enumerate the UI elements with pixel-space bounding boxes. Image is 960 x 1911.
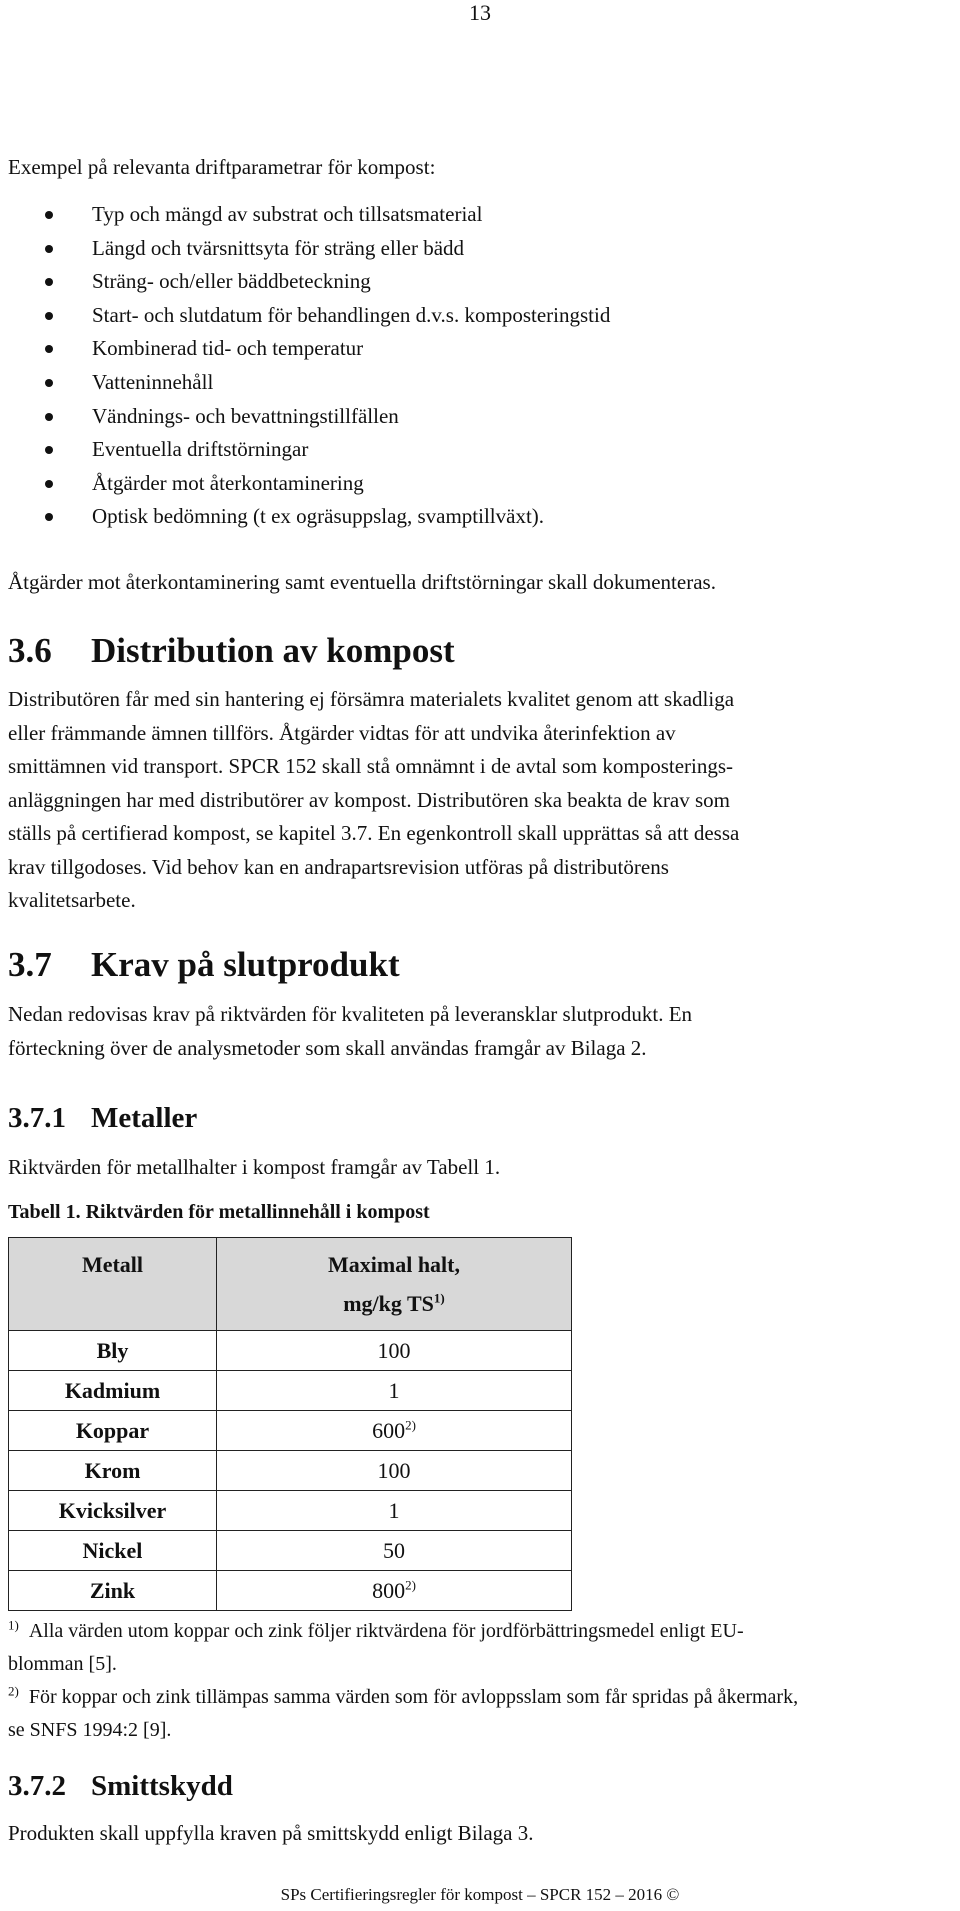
bullet-icon <box>45 278 53 286</box>
bullet-icon <box>45 211 53 219</box>
paragraph-line: smittämnen vid transport. SPCR 152 skall stå omnämnt i de avtal som komposterings- <box>8 754 734 778</box>
column-header-max: Maximal halt, mg/kg TS$^{1)}$ <box>217 1238 572 1331</box>
list-item: Vändnings- och bevattningstillfällen <box>0 400 610 434</box>
bullet-icon <box>45 513 53 521</box>
metal-value: 1 <box>217 1491 572 1531</box>
section-heading-3-7-1 <box>8 1100 197 1136</box>
table-row <box>9 1411 572 1451</box>
metal-name: Bly <box>9 1331 217 1371</box>
table-row <box>9 1531 572 1571</box>
section-title: Krav på slutprodukt <box>91 945 400 984</box>
bullet-icon <box>45 345 53 353</box>
metal-name: Zink <box>9 1571 217 1611</box>
table-row <box>9 1371 572 1411</box>
distribution-paragraph <box>8 683 948 918</box>
bullet-icon <box>45 312 53 320</box>
section-number: 3.7.1 <box>8 1102 66 1134</box>
paragraph-line: eller främmande ämnen tillförs. Åtgärder vidtas för att undvika återinfektion av <box>8 720 676 745</box>
table-header-row <box>9 1238 572 1331</box>
table-row <box>9 1331 572 1371</box>
section-number: 3.7 <box>8 945 52 984</box>
section-title: Distribution av kompost <box>91 631 455 670</box>
table-row <box>9 1451 572 1491</box>
metal-name: Kvicksilver <box>9 1491 217 1531</box>
list-item: Vatteninnehåll <box>0 366 610 400</box>
metal-value: 600$^{2)}$ <box>217 1411 572 1451</box>
list-item: Eventuella driftstörningar <box>0 433 610 467</box>
section-number: 3.7.2 <box>8 1770 66 1802</box>
section-heading-3-6 <box>8 630 455 672</box>
section-title: Metaller <box>91 1102 198 1134</box>
list-item: Sträng- och/eller bäddbeteckning <box>0 265 610 299</box>
footnote-mark: 1) <box>8 1617 19 1633</box>
section-title: Smittskydd <box>91 1770 233 1802</box>
list-item: Optisk bedömning (t ex ogräsuppslag, svamptillväxt). <box>0 500 610 534</box>
bullet-icon <box>45 413 53 421</box>
bullet-icon <box>45 480 53 488</box>
bullet-icon <box>45 379 53 387</box>
metal-value: 1 <box>217 1371 572 1411</box>
paragraph-line: kvalitetsarbete. <box>8 888 136 912</box>
paragraph-line: ställs på certifierad kompost, se kapitel 3.7. En egenkontroll skall upprättas så att dessa <box>8 821 740 845</box>
metal-name: Kadmium <box>9 1371 217 1411</box>
list-item: Start- och slutdatum för behandlingen d.v.s. komposteringstid <box>0 299 610 333</box>
list-item: Längd och tvärsnittsyta för sträng eller bädd <box>0 232 610 266</box>
metal-name: Koppar <box>9 1411 217 1451</box>
paragraph-line: anläggningen har med distributörer av kompost. Distributören ska beakta de krav som <box>8 787 730 812</box>
metal-value: 100 <box>217 1451 572 1491</box>
paragraph-line: Distributören får med sin hantering ej försämra materialets kvalitet genom att skadliga <box>8 687 735 711</box>
paragraph-line: krav tillgodoses. Vid behov kan en andrapartsrevision utföras på distributörens <box>8 854 669 879</box>
column-header-metal: Metall <box>9 1238 217 1331</box>
section-heading-3-7-2 <box>8 1768 233 1804</box>
page-footer: SPs Certifieringsregler för kompost – SPCR 152 – 2016 © <box>280 1885 680 1904</box>
metal-value: 800$^{2)}$ <box>217 1571 572 1611</box>
paragraph-line: förteckning över de analysmetoder som skall användas framgår av Bilaga 2. <box>8 1035 647 1060</box>
metal-name: Krom <box>9 1451 217 1491</box>
list-item: Åtgärder mot återkontaminering <box>0 467 610 501</box>
smittskydd-paragraph: Produkten skall uppfylla kraven på smittskydd enligt Bilaga 3. <box>8 1821 534 1845</box>
list-item: Kombinerad tid- och temperatur <box>0 332 610 366</box>
documentation-note: Åtgärder mot återkontaminering samt eventuella driftstörningar skall dokumenteras. <box>8 570 716 594</box>
section-number: 3.6 <box>8 631 52 670</box>
table-row <box>9 1571 572 1611</box>
footnote-1: $^{1)}$ Alla värden utom koppar och zink följer riktvärdena för jordförbättringsmedel enligt EU- blomman [5]. <box>8 1617 744 1675</box>
metal-limits-table <box>8 1237 572 1611</box>
list-item: Typ och mängd av substrat och tillsatsmaterial <box>0 198 610 232</box>
bullet-icon <box>45 446 53 454</box>
table-row <box>9 1491 572 1531</box>
metaller-paragraph: Riktvärden för metallhalter i kompost framgår av Tabell 1. <box>8 1155 501 1179</box>
slutprodukt-paragraph <box>8 998 948 1065</box>
page-number: 13 <box>469 0 491 25</box>
metal-value: 100 <box>217 1331 572 1371</box>
paragraph-line: Nedan redovisas krav på riktvärden för kvaliteten på leveransklar slutprodukt. En <box>8 1002 693 1026</box>
parameter-list <box>0 198 610 534</box>
table-caption: Tabell 1. Riktvärden för metallinnehåll i kompost <box>8 1201 430 1223</box>
intro-text: Exempel på relevanta driftparametrar för kompost: <box>8 155 436 179</box>
footnote-mark: 2) <box>8 1683 19 1699</box>
metal-value: 50 <box>217 1531 572 1571</box>
bullet-icon <box>45 245 53 253</box>
footnote-2: $^{2)}$ För koppar och zink tillämpas samma värden som för avloppsslam som får spridas på åkermark, se SNFS 1994:2 [9]. <box>8 1683 799 1741</box>
metal-name: Nickel <box>9 1531 217 1571</box>
section-heading-3-7 <box>8 944 400 986</box>
